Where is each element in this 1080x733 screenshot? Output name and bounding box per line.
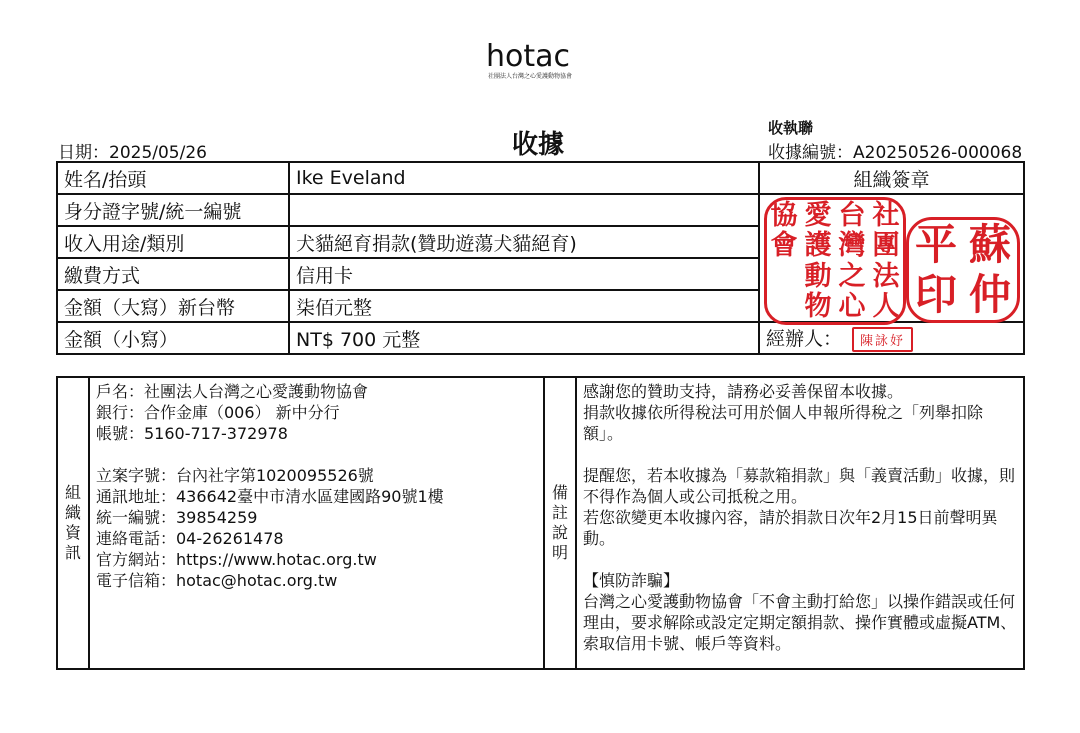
org-info-line: 統一編號：39854259 bbox=[96, 508, 258, 527]
seal-character: 台 bbox=[838, 199, 866, 231]
receipt-title: 收據 bbox=[512, 130, 565, 160]
field-label: 身分證字號/統一編號 bbox=[57, 194, 289, 226]
person-seal-characters bbox=[909, 220, 1017, 320]
field-label: 收入用途/類別 bbox=[57, 226, 289, 258]
signature-header: 組織簽章 bbox=[759, 162, 1024, 194]
copy-label: 收執聯 bbox=[768, 119, 814, 137]
seal-character: 物 bbox=[804, 291, 832, 323]
field-value: 信用卡 bbox=[289, 258, 759, 290]
seal-character: 團 bbox=[872, 230, 900, 262]
receipt-date: 日期：2025/05/26 bbox=[58, 143, 207, 163]
logo-wordmark: hotac bbox=[486, 39, 571, 74]
org-info-content bbox=[89, 377, 544, 669]
remarks-paragraph: 捐款收據依所得稅法可用於個人申報所得稅之「列舉扣除額」。 bbox=[583, 403, 984, 443]
field-label: 繳費方式 bbox=[57, 258, 289, 290]
seal-character: 平 bbox=[915, 220, 958, 269]
org-info-line: 銀行：合作金庫（006） 新中分行 bbox=[96, 403, 340, 422]
seal-character: 之 bbox=[838, 260, 866, 292]
field-row-amount-numeric bbox=[57, 322, 1024, 354]
hotac-logo bbox=[486, 39, 582, 82]
org-info-line: 通訊地址：436642臺中市清水區建國路90號1樓 bbox=[96, 487, 444, 506]
receipt-details-table bbox=[56, 161, 1025, 355]
remarks-label-cell bbox=[544, 377, 576, 669]
logo-subtitle: 社團法人台灣之心愛護動物協會 bbox=[488, 73, 573, 80]
seal-character: 護 bbox=[804, 230, 832, 262]
field-value bbox=[289, 194, 759, 226]
seal-area bbox=[759, 194, 1024, 322]
field-value: NT$ 700 元整 bbox=[289, 322, 759, 354]
seal-character: 蘇 bbox=[969, 220, 1012, 269]
remarks-label: 備註說明 bbox=[552, 483, 569, 562]
org-info-line: 立案字號：台內社字第1020095526號 bbox=[96, 466, 374, 485]
org-seal-stamp bbox=[764, 197, 906, 325]
seal-character: 灣 bbox=[838, 230, 866, 262]
fraud-warning-title: 【慎防詐騙】 bbox=[583, 571, 680, 590]
seal-character: 社 bbox=[872, 199, 900, 231]
org-info-line: 電子信箱：hotac@hotac.org.tw bbox=[96, 571, 338, 590]
field-label: 金額（大寫）新台幣 bbox=[57, 290, 289, 322]
field-value: 犬貓絕育捐款(贊助遊蕩犬貓絕育) bbox=[289, 226, 759, 258]
handler-cell bbox=[759, 322, 1024, 354]
org-info-label: 組織資訊 bbox=[65, 483, 82, 562]
info-table bbox=[56, 376, 1025, 670]
seal-character: 心 bbox=[838, 291, 866, 323]
fraud-warning-text: 台灣之心愛護動物協會「不會主動打給您」以操作錯誤或任何理由，要求解除或設定定期定額捐款、操作實體或虛擬ATM、索取信用卡號、帳戶等資料。 bbox=[583, 592, 1017, 653]
field-value: Ike Eveland bbox=[289, 162, 759, 194]
seal-character: 法 bbox=[872, 260, 900, 292]
seal-character: 動 bbox=[804, 260, 832, 292]
org-info-label-cell bbox=[57, 377, 89, 669]
org-info-line: 連絡電話：04-26261478 bbox=[96, 529, 284, 548]
remarks-paragraph: 若您欲變更本收據內容，請於捐款日次年2月15日前聲明異動。 bbox=[583, 508, 998, 548]
handler-stamp: 陳詠妤 bbox=[852, 327, 913, 352]
org-info-line: 戶名：社團法人台灣之心愛護動物協會 bbox=[96, 382, 369, 401]
receipt-number: 收據編號：A20250526-000068 bbox=[768, 143, 1023, 163]
org-info-line: 官方網站：https://www.hotac.org.tw bbox=[96, 550, 377, 569]
remarks-content bbox=[576, 377, 1024, 669]
seal-character: 仲 bbox=[969, 270, 1012, 319]
org-seal-characters bbox=[767, 200, 903, 322]
field-value: 柒佰元整 bbox=[289, 290, 759, 322]
remarks-paragraph: 感謝您的贊助支持，請務必妥善保留本收據。 bbox=[583, 382, 904, 401]
field-label: 金額（小寫） bbox=[57, 322, 289, 354]
seal-character: 人 bbox=[872, 291, 900, 323]
field-label: 姓名/抬頭 bbox=[57, 162, 289, 194]
person-seal-stamp bbox=[906, 217, 1020, 323]
seal-character: 印 bbox=[915, 270, 958, 319]
field-row-id bbox=[57, 194, 1024, 226]
org-info-line: 帳號：5160-717-372978 bbox=[96, 424, 288, 443]
field-row-name bbox=[57, 162, 1024, 194]
handler-label: 經辦人： bbox=[766, 328, 843, 350]
seal-character: 愛 bbox=[804, 199, 832, 231]
remarks-paragraph: 提醒您，若本收據為「募款箱捐款」與「義賣活動」收據，則不得作為個人或公司抵稅之用。 bbox=[583, 466, 1016, 506]
seal-character: 會 bbox=[770, 230, 798, 262]
seal-character: 協 bbox=[770, 199, 798, 231]
